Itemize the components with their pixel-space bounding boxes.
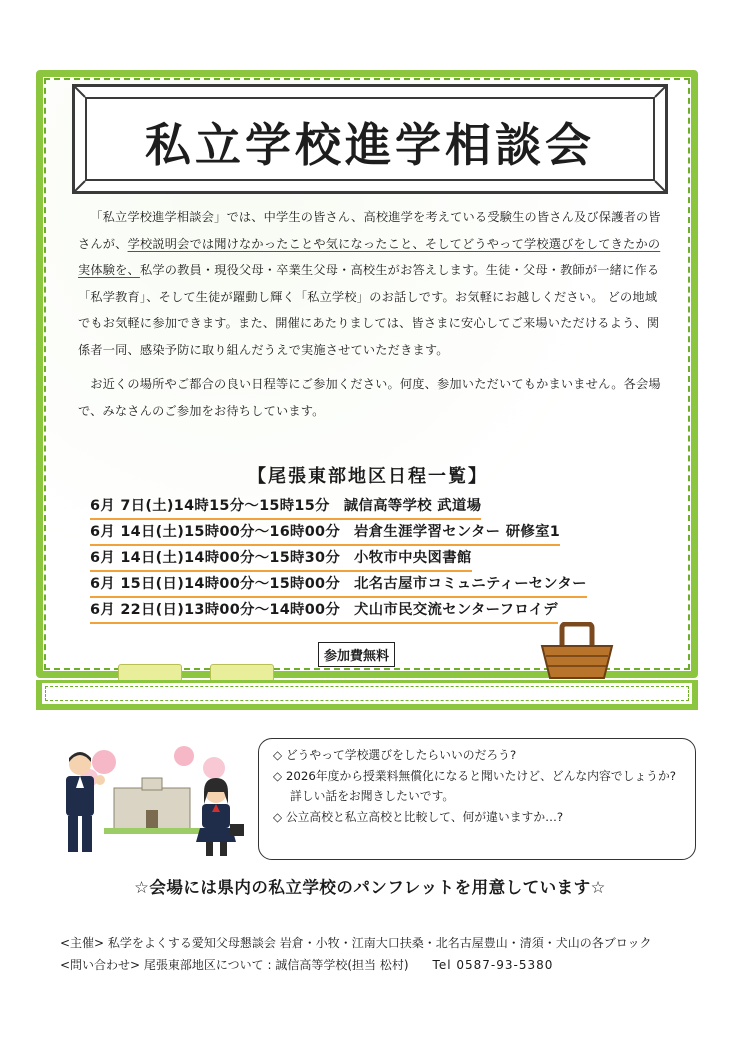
questions-box xyxy=(258,738,696,860)
schedule-row xyxy=(90,572,587,598)
schedule-row xyxy=(90,598,558,624)
fee-badge: 参加費無料 xyxy=(318,642,395,667)
question-item: ◇ 公立高校と私立高校と比較して、何が違いますか…? xyxy=(273,809,564,824)
intro-text-b: 私学の教員・現役父母・卒業生父母・高校生がお答えします。生徒・父母・教師が一緒に作る「私学教育」、そして生徒が躍動し輝く「私立学校」のお話しです。お気軽にお越しください。 どの地域でもお気軽に参加できます。また、開催にあたりましては、皆さまに安心してご来場いただけるよう、関係者一同、感染予防に取り組んだうえで実施させていただきます。 xyxy=(78,263,660,357)
intro-text-a: 「私立学校進学相談会」では、中学生の皆さん、高校進学を考えている受験生の皆さん及び保護者の皆さんが、 xyxy=(78,210,661,251)
title-frame xyxy=(72,84,668,194)
pamphlet-banner: ☆会場には県内の私立学校のパンフレットを用意しています☆ xyxy=(134,878,606,897)
intro-paragraph-2: お近くの場所やご都合の良い日程等にご参加ください。何度、参加いただいてもかまいません。各会場で、みなさんのご参加をお待ちしています。 xyxy=(78,377,661,418)
phone-number: Tel 0587-93-5380 xyxy=(432,958,554,972)
schedule-venue: 北名古屋市コミュニティーセンター xyxy=(354,576,587,592)
basket-icon xyxy=(540,622,614,680)
footer xyxy=(60,932,652,976)
schedule-date: 6月 15日(日)14時00分～15時00分 xyxy=(90,576,341,592)
schedule-venue: 誠信高等学校 武道場 xyxy=(343,498,482,514)
question-item: 詳しい話をお聞きしたいです。 xyxy=(290,789,455,803)
intro-underlined-text: 学校説明会では聞けなかったことや気になったこと、そしてどうやって学校選びをしてきたかの実体験を、 xyxy=(78,236,661,277)
contact-line xyxy=(60,954,652,976)
schedule-row xyxy=(90,546,472,572)
question-item: ◇ 2026年度から授業料無償化になると聞いたけど、どんな内容でしょうか? xyxy=(273,768,677,783)
blackboard-ledge xyxy=(36,680,698,710)
schedule-date: 6月 7日(土)14時15分～15時15分 xyxy=(90,498,330,514)
schedule-row xyxy=(90,520,560,546)
schedule-row xyxy=(90,494,481,520)
page-title: 私立学校進学相談会 xyxy=(145,118,595,172)
schedule-date: 6月 14日(土)15時00分～16時00分 xyxy=(90,524,341,540)
schedule-title: 【尾張東部地区日程一覧】 xyxy=(248,466,488,487)
schedule-venue: 犬山市民交流センターフロイデ xyxy=(354,602,558,618)
organizer-line: <主催> 私学をよくする愛知父母懇談会 岩倉・小牧・江南大口扶桑・北名古屋豊山・清須・犬山の各ブロック xyxy=(60,936,652,950)
intro-paragraph-1 xyxy=(78,204,668,363)
students-illustration-icon xyxy=(44,742,254,860)
schedule-venue: 小牧市中央図書館 xyxy=(354,550,472,566)
schedule-venue: 岩倉生涯学習センター 研修室1 xyxy=(354,524,561,540)
intro-text xyxy=(78,204,668,424)
schedule-date: 6月 14日(土)14時00分～15時30分 xyxy=(90,550,341,566)
question-item: ◇ どうやって学校選びをしたらいいのだろう? xyxy=(273,748,517,762)
schedule-date: 6月 22日(日)13時00分～14時00分 xyxy=(90,602,341,618)
contact-text: <問い合わせ> 尾張東部地区について : 誠信高等学校(担当 松村) xyxy=(60,958,409,972)
